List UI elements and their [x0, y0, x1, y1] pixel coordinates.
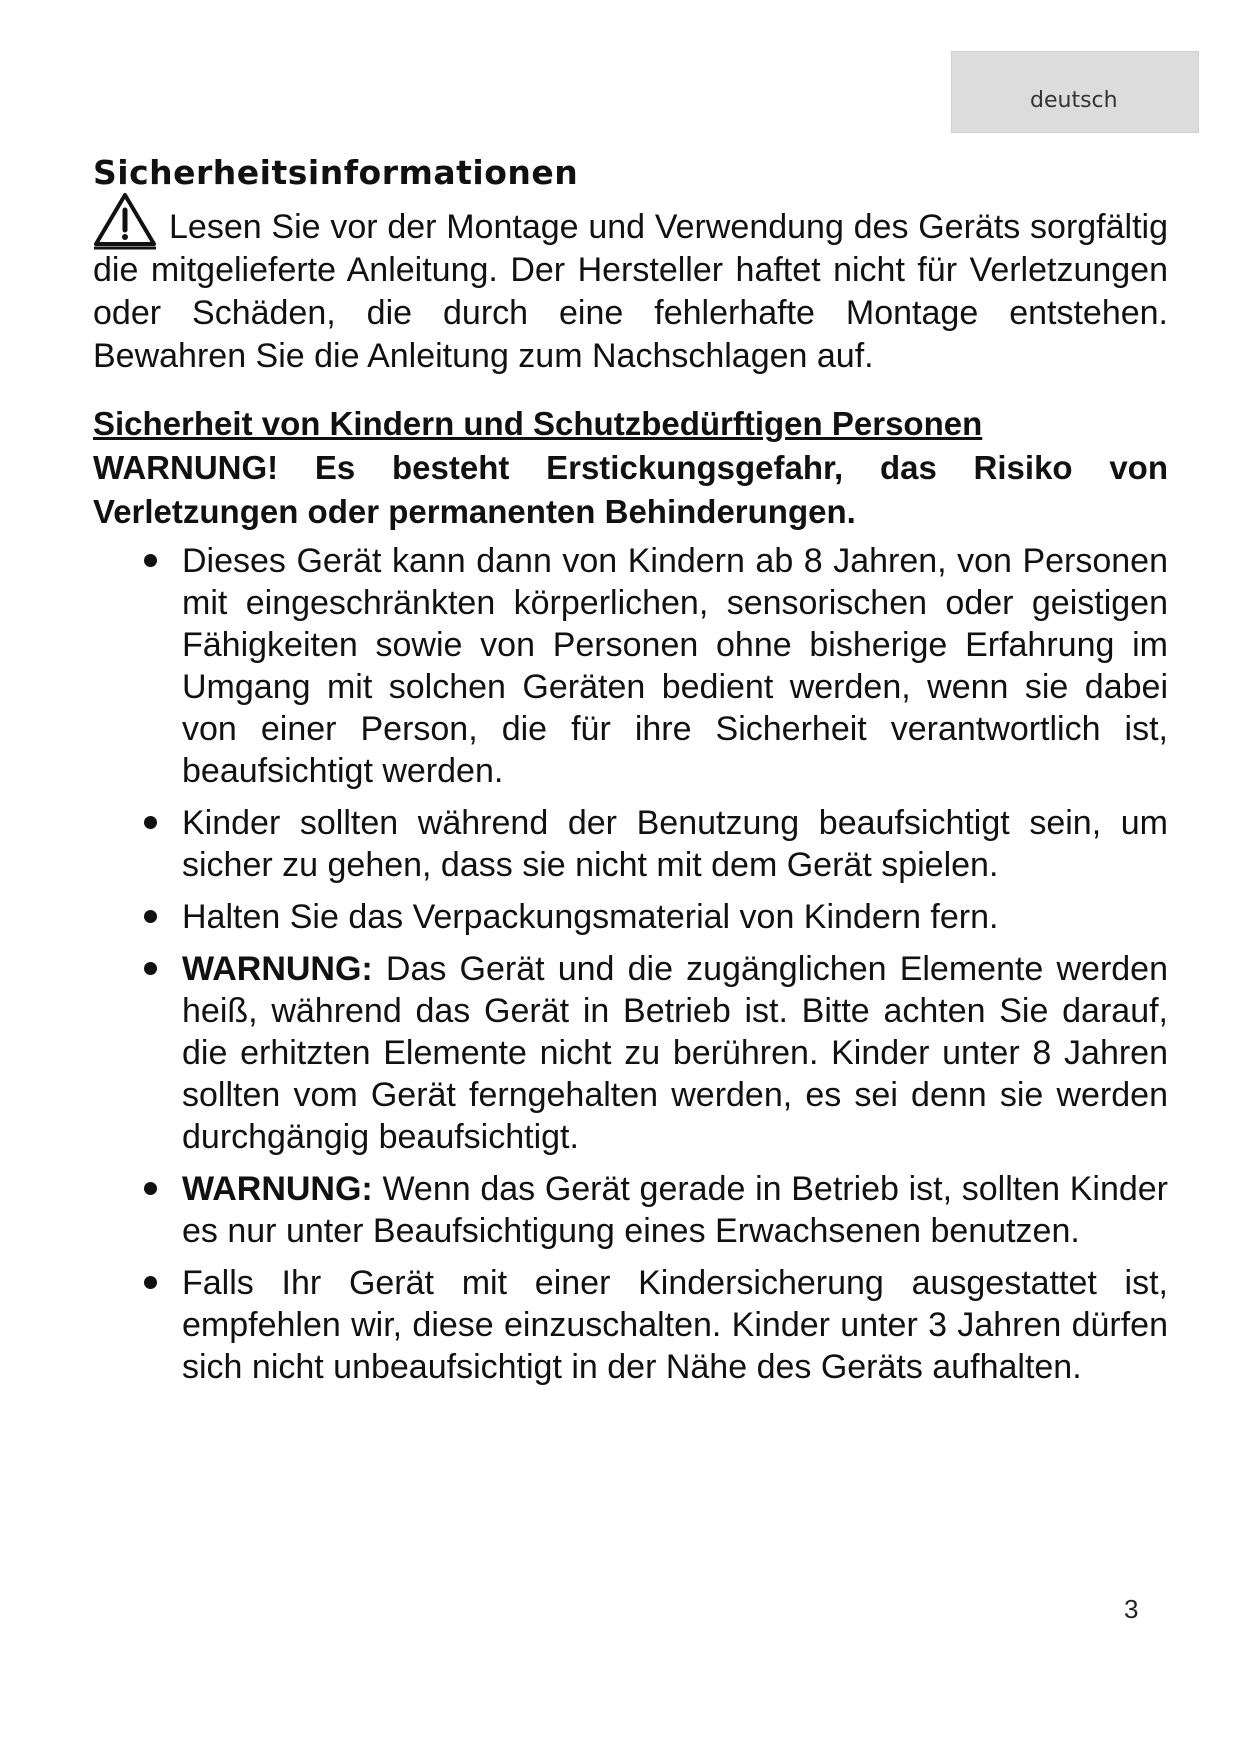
page-title: Sicherheitsinformationen: [93, 153, 579, 192]
children-safety-heading: Sicherheit von Kindern und Schutzbedürftigen Personen: [93, 405, 983, 442]
bullet-text: Kinder sollten während der Benutzung beaufsichtigt sein, um sicher zu gehen, dass sie nicht mit dem Gerät spielen.: [182, 804, 1168, 884]
warning-prefix: WARNUNG:: [182, 1170, 373, 1208]
language-label: deutsch: [1030, 88, 1118, 113]
list-item: [93, 1168, 1168, 1252]
bullet-icon: [144, 962, 157, 975]
bullet-icon: [144, 910, 157, 923]
bullet-text: Das Gerät und die zugänglichen Elemente werden heiß, während das Gerät in Betrieb ist. Bitte achten Sie darauf, die erhitzten Elemente nicht zu berühren. Kinder unter 8 Jahren sollten vom Gerät ferngehalten werden, es sei denn sie werden durchgängig beaufsichtigt.: [182, 950, 1168, 1156]
page-number: 3: [1124, 1594, 1139, 1624]
page-content: [93, 150, 1168, 1398]
list-item: [93, 1262, 1168, 1388]
list-item: [93, 948, 1168, 1158]
list-item: [93, 540, 1168, 792]
list-item: [93, 896, 1168, 938]
intro-paragraph: [93, 206, 1168, 378]
bullet-text: Halten Sie das Verpackungsmaterial von Kindern fern.: [182, 898, 999, 936]
safety-bullet-list: [93, 540, 1168, 1388]
bullet-icon: [144, 554, 157, 567]
bullet-text: Falls Ihr Gerät mit einer Kindersicherung ausgestattet ist, empfehlen wir, diese einzuschalten. Kinder unter 3 Jahren dürfen sich nicht unbeaufsichtigt in der Nähe des Geräts aufhalten.: [182, 1264, 1168, 1386]
suffocation-warning: WARNUNG! Es besteht Erstickungsgefahr, das Risiko von Verletzungen oder permanenten Behinderungen.: [93, 449, 1168, 530]
list-item: [93, 802, 1168, 886]
bullet-icon: [144, 1276, 157, 1289]
bullet-text: Wenn das Gerät gerade in Betrieb ist, sollten Kinder es nur unter Beaufsichtigung eines Erwachsenen benutzen.: [182, 1170, 1168, 1250]
warning-triangle-icon: [93, 192, 157, 250]
bullet-icon: [144, 816, 157, 829]
warning-prefix: WARNUNG:: [182, 950, 373, 988]
bullet-icon: [144, 1182, 157, 1195]
bullet-text: Dieses Gerät kann dann von Kindern ab 8 Jahren, von Personen mit eingeschränkten körperlichen, sensorischen oder geistigen Fähigkeiten sowie von Personen ohne bisherige Erfahrung im Umgang mit solchen Geräten bedient werden, wenn sie dabei von einer Person, die für ihre Sicherheit verantwortlich ist, beaufsichtigt werden.: [182, 542, 1168, 790]
intro-text: Lesen Sie vor der Montage und Verwendung des Geräts sorgfältig die mitgelieferte Anleitung. Der Hersteller haftet nicht für Verletzungen oder Schäden, die durch eine fehlerhafte Montage entstehen. Bewahren Sie die Anleitung zum Nachschlagen auf.: [93, 208, 1168, 375]
